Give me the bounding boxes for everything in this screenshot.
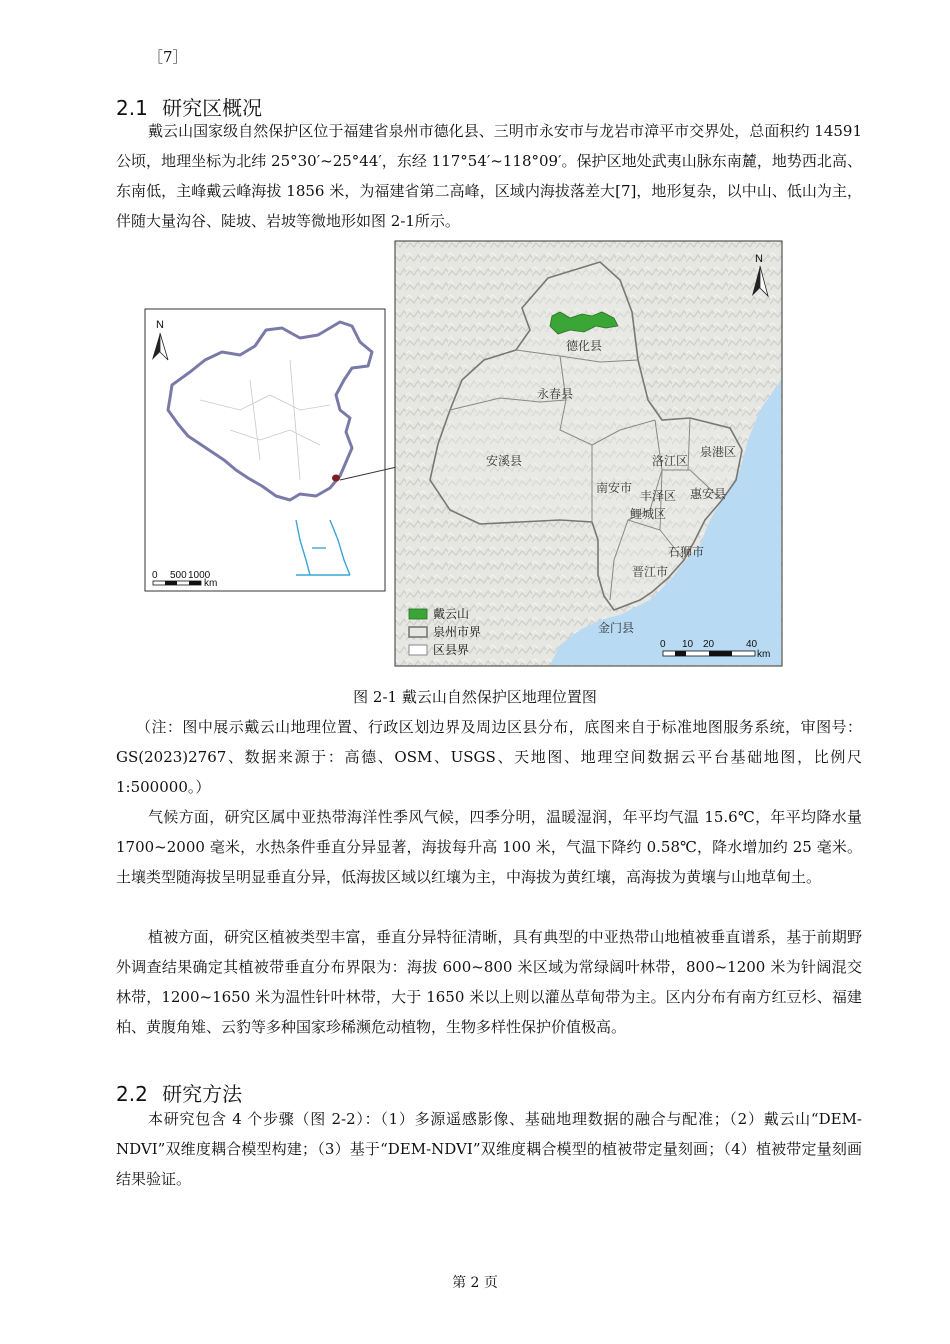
legend-label: 泉州市界 xyxy=(433,625,482,639)
svg-text:500: 500 xyxy=(170,570,187,581)
county-label: 惠安县 xyxy=(690,487,727,501)
svg-text:40: 40 xyxy=(746,639,758,650)
study-area-marker xyxy=(332,475,340,482)
county-label: 南安市 xyxy=(596,481,633,495)
climate-paragraph: 气候方面，研究区属中亚热带海洋性季风气候，四季分明，温暖湿润，年平均气温 15.6℃，年平均降水量 1700~2000 毫米，水热条件垂直分异显著，海拔每升高 100 米，气温下降约 0.58℃，降水增加约 25 毫米。土壤类型随海拔呈明显垂直分异，低海拔区域以红壤为主，中海拔为黄红壤，高海拔为黄壤与山地草甸土。 xyxy=(116,808,862,886)
section-number: 2.2 xyxy=(116,1082,148,1106)
study-area-paragraph: 戴云山国家级自然保护区位于福建省泉州市德化县、三明市永安市与龙岩市漳平市交界处，总面积约 14591 公顷，地理坐标为北纬 25°30′~25°44′，东经 117°54′~118°09′。保护区地处武夷山脉东南麓，地势西北高、东南低，主峰戴云峰海拔 1856 米，为福建省第二高峰，区域内海拔落差大[7]，地形复杂，以中山、低山为主，伴随大量沟谷、陡坡、岩坡等微地形如图 2-1所示。 xyxy=(116,122,862,230)
county-label: 晋江市 xyxy=(632,565,669,579)
section-heading-2-2 xyxy=(116,1078,242,1107)
svg-text:20: 20 xyxy=(703,639,715,650)
section-title: 研究区概况 xyxy=(162,96,263,120)
reference-mark: ［7］ xyxy=(148,48,188,66)
county-label: 鲤城区 xyxy=(630,507,667,521)
county-label: 洛江区 xyxy=(652,454,689,468)
county-label: 德化县 xyxy=(566,339,603,353)
legend-swatch-county xyxy=(409,645,427,655)
figure-note: （注：图中展示戴云山地理位置、行政区划边界及周边区县分布，底图来自于标准地图服务系统，审图号：GS(2023)2767、数据来源于：高德、OSM、USGS、天地图、地理空间数据云平台基础地图，比例尺 1:500000。） xyxy=(116,718,862,796)
legend-swatch-city xyxy=(409,627,427,637)
legend-swatch-reserve xyxy=(409,609,427,619)
svg-text:10: 10 xyxy=(682,639,694,650)
page-number: 第 2 页 xyxy=(452,1275,498,1291)
svg-text:N: N xyxy=(755,253,763,265)
legend-label: 戴云山 xyxy=(433,607,470,621)
vegetation-paragraph: 植被方面，研究区植被类型丰富，垂直分异特征清晰，具有典型的中亚热带山地植被垂直谱系，基于前期野外调查结果确定其植被带垂直分布界限为：海拔 600~800 米区域为常绿阔叶林带，800~1200 米为针阔混交林带，1200~1650 米为温性针叶林带，大于 1650 米以上则以灌丛草甸带为主。区内分布有南方红豆杉、福建柏、黄腹角雉、云豹等多种国家珍稀濒危动植物，生物多样性保护价值极高。 xyxy=(116,928,862,1036)
main-map xyxy=(395,241,782,666)
svg-text:0: 0 xyxy=(660,639,666,650)
svg-text:km: km xyxy=(757,649,771,660)
svg-text:N: N xyxy=(156,319,164,331)
legend-label: 区县界 xyxy=(433,643,470,657)
svg-text:km: km xyxy=(204,578,218,589)
county-label: 金门县 xyxy=(598,621,635,635)
figure-caption: 图 2-1 戴云山自然保护区地理位置图 xyxy=(353,688,597,706)
svg-text:0: 0 xyxy=(152,570,158,581)
county-label: 石狮市 xyxy=(668,545,705,559)
county-label: 泉港区 xyxy=(700,445,737,459)
county-label: 永春县 xyxy=(537,387,574,401)
methods-paragraph: 本研究包含 4 个步骤（图 2-2）：（1）多源遥感影像、基础地理数据的融合与配准；（2）戴云山“DEM-NDVI”双维度耦合模型构建；（3）基于“DEM-NDVI”双维度耦合模型的植被带定量刻画；（4）植被带定量刻画结果验证。 xyxy=(116,1110,862,1188)
county-label: 安溪县 xyxy=(486,454,523,468)
inset-map xyxy=(145,309,385,591)
svg-text:1000: 1000 xyxy=(188,570,211,581)
section-title: 研究方法 xyxy=(162,1082,243,1106)
county-label: 丰泽区 xyxy=(640,489,677,503)
section-number: 2.1 xyxy=(116,96,148,120)
